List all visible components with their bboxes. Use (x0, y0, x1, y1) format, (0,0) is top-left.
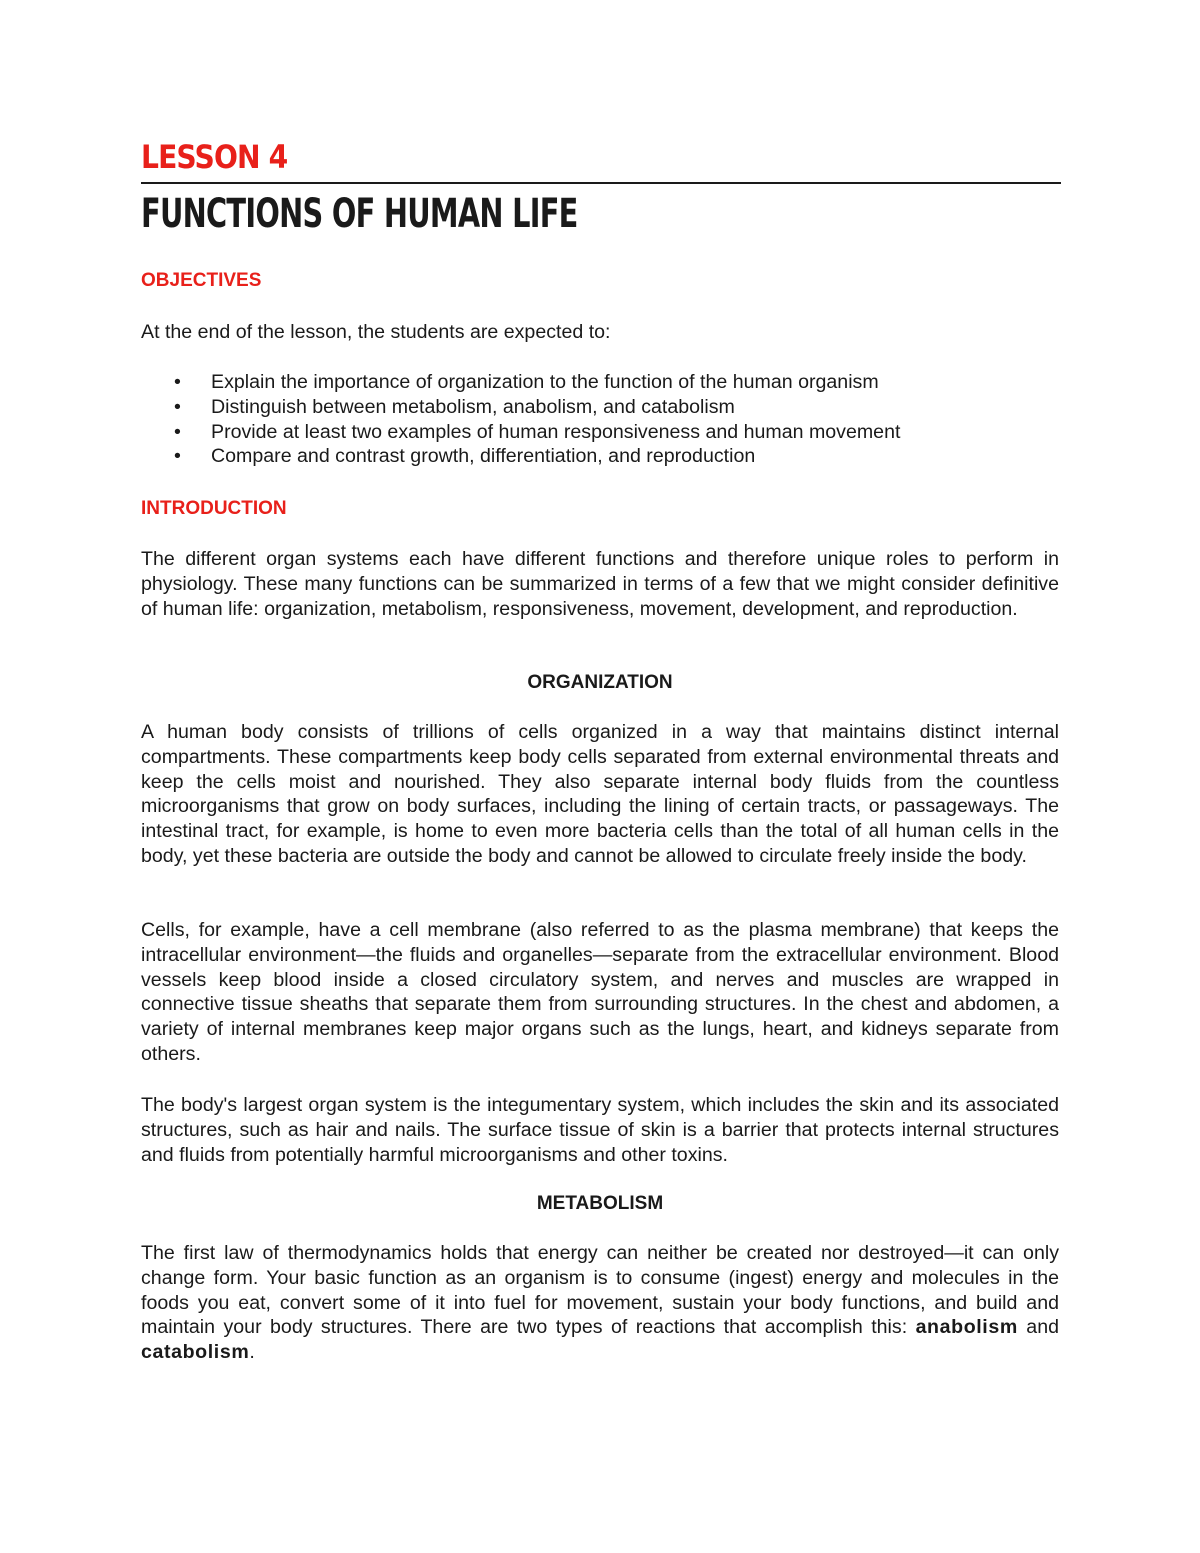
organization-heading: ORGANIZATION (527, 672, 673, 693)
bullet-icon: • (174, 371, 181, 393)
list-item (141, 395, 900, 420)
objectives-list (141, 370, 900, 469)
introduction-paragraph: The different organ systems each have different functions and therefore unique roles to perform in physiology. These many functions can be summarized in terms of a few that we might consider definitive of human life: organization, metabolism, responsiveness, movement, development, and reproduction. (141, 548, 1059, 620)
introduction-heading: INTRODUCTION (141, 498, 287, 519)
metabolism-heading: METABOLISM (536, 1193, 664, 1214)
term-catabolism: catabolism (141, 1341, 250, 1364)
organization-paragraph-1: A human body consists of trillions of cells organized in a way that maintains distinct internal compartments. These compartments keep body cells separated from external environmental threats and keep the cells moist and nourished. They also separate internal body fluids from the countless microorganisms that grow on body surfaces, including the lining of certain tracts, or passageways. The intestinal tract, for example, is home to even more bacteria cells than the total of all human cells in the body, yet these bacteria are outside the body and cannot be allowed to circulate freely inside the body. (141, 721, 1059, 867)
term-anabolism: anabolism (915, 1316, 1018, 1339)
list-item (141, 444, 900, 469)
list-item (141, 370, 900, 395)
bullet-icon: • (174, 445, 181, 468)
lesson-number: LESSON 4 (141, 138, 288, 176)
metabolism-paragraph (141, 1241, 1059, 1365)
connector-text: and (1017, 1316, 1059, 1339)
objectives-heading: OBJECTIVES (141, 270, 262, 291)
lesson-title: FUNCTIONS OF HUMAN LIFE (141, 191, 578, 237)
list-item (141, 420, 900, 445)
objective-text: Distinguish between metabolism, anabolism, and catabolism (211, 395, 735, 418)
organization-paragraph-3: The body's largest organ system is the integumentary system, which includes the skin and its associated structures, such as hair and nails. The surface tissue of skin is a barrier that protects internal structures and fluids from potentially harmful microorganisms and other toxins. (141, 1094, 1059, 1166)
objective-text: Compare and contrast growth, differentiation, and reproduction (211, 445, 756, 468)
organization-paragraph-2: Cells, for example, have a cell membrane (also referred to as the plasma membrane) that keeps the intracellular environment—the fluids and organelles—separate from the extracellular environment. Blood vessels keep blood inside a closed circulatory system, and nerves and muscles are wrapped in connective tissue sheaths that separate them from surrounding structures. In the chest and abdomen, a variety of internal membranes keep major organs such as the lungs, heart, and kidneys separate from others. (141, 919, 1059, 1065)
objective-text: Provide at least two examples of human responsiveness and human movement (211, 420, 901, 443)
objective-text: Explain the importance of organization to the function of the human organism (211, 371, 879, 393)
objectives-intro: At the end of the lesson, the students are expected to: (141, 321, 611, 343)
title-divider (141, 182, 1061, 184)
bullet-icon: • (174, 395, 181, 418)
metabolism-text: The first law of thermodynamics holds that energy can neither be created nor destroyed—it can only change form. Your basic function as an organism is to consume (ingest) energy and molecules in the foods you eat, convert some of it into fuel for movement, sustain your body functions, and build and maintain your body structures. There are two types of reactions that accomplish this: (141, 1242, 1059, 1339)
bullet-icon: • (174, 420, 181, 443)
closing-text: . (249, 1341, 255, 1364)
